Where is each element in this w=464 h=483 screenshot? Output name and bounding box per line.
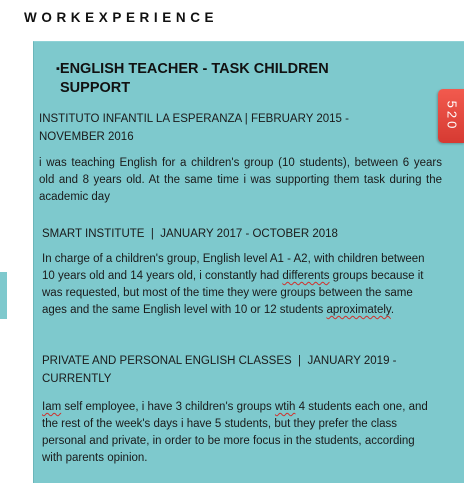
position-title-text: ENGLISH TEACHER - TASK CHILDREN SUPPORT	[59, 61, 329, 96]
job-2-desc-part: groups because it was requested, but most of the time they were groups between the same ages and the same English level with 10 or 12 students	[42, 270, 424, 316]
job-3-desc-part: 4 students each one, and the rest of the week's days i have 5 students, but they prefer the class personal and private, in order to be more focus in the students, according with parents opinion.	[42, 401, 428, 464]
spelling-flag: Iam	[42, 401, 62, 413]
spelling-flag: differents	[282, 270, 330, 282]
position-title	[56, 60, 360, 98]
spelling-flag: aproximately	[326, 304, 391, 316]
job-1-org: INSTITUTO INFANTIL LA ESPERANZA | FEBRUARY 2015 - NOVEMBER 2016	[39, 113, 349, 143]
job-2-org: SMART INSTITUTE | JANUARY 2017 - OCTOBER 2018	[42, 228, 338, 240]
job-2-desc-part: In charge of a children's group, English level A1 - A2, with children between 10 years old and 14 years old, i constantly had	[42, 253, 425, 282]
left-edge-tab	[0, 272, 7, 319]
page-number-badge[interactable]	[438, 89, 464, 143]
section-heading: WORKEXPERIENCE	[24, 10, 219, 25]
page-number-text: 520	[444, 100, 459, 132]
spelling-flag: wtih	[274, 401, 296, 413]
experience-panel	[33, 41, 464, 483]
job-1-description: i was teaching English for a children's group (10 students), between 6 years old and 8 years old. At the same time i was supporting them task during the academic day	[39, 157, 442, 203]
bullet-icon: ▪	[56, 63, 60, 75]
job-2-description	[42, 251, 425, 319]
job-3-desc-part: self employee, i have 3 children's groups	[61, 401, 275, 413]
job-2-desc-part: .	[390, 304, 395, 316]
job-3-org: PRIVATE AND PERSONAL ENGLISH CLASSES | JANUARY 2019 - CURRENTLY	[42, 355, 400, 385]
job-3-description	[42, 399, 428, 467]
